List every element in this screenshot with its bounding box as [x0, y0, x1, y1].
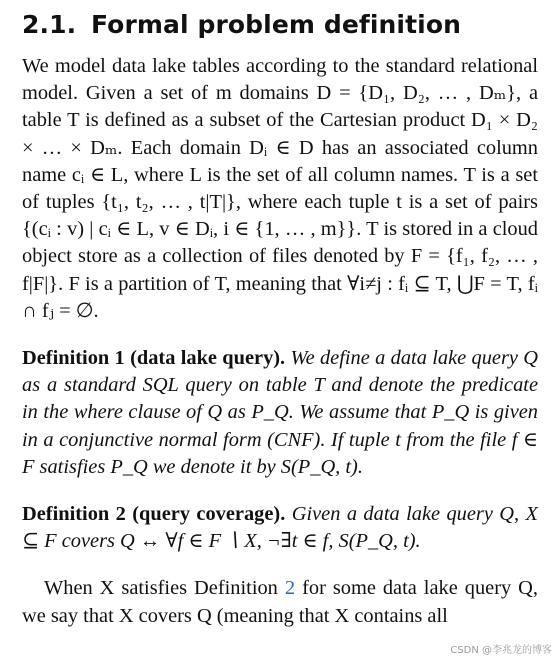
- paragraph-coverage-end: for some data lake query Q, we say that X covers Q (meaning that X contains all: [22, 577, 538, 627]
- definition-2-heading: Definition 2 (query coverage).: [22, 503, 286, 526]
- watermark: CSDN @李兆龙的博客: [450, 645, 552, 656]
- paragraph-coverage: [22, 575, 538, 629]
- section-number: 2.1.: [22, 10, 77, 39]
- definition-1-heading: Definition 1 (data lake query).: [22, 347, 286, 370]
- definition-2-reference-link[interactable]: 2: [284, 577, 296, 600]
- page: [22, 10, 538, 630]
- definition-1-body: We define a data lake query Q as a standard SQL query on table T and denote the predicate in the where clause of Q as P_Q. We assume that P_Q is given in a conjunctive normal form (CNF). If tuple t from the file f ∈ F satisfies P_Q we denote it by S(P_Q, t).: [22, 347, 538, 478]
- paragraph-coverage-start: When X satisfies Definition: [44, 577, 278, 600]
- definition-2-body: Given a data lake query Q, X ⊆ F covers Q ↔ ∀f ∈ F ∖ X, ¬∃t ∈ f, S(P_Q, t).: [22, 503, 538, 553]
- section-title: Formal problem definition: [91, 10, 461, 39]
- paragraph-data-model: We model data lake tables according to the standard relational model. Given a set of m domains D = {D₁, D₂, … , Dₘ}, a table T is defined as a subset of the Cartesian product D₁ × D₂ × … × Dₘ. Each domain Dᵢ ∈ D has an associated column name cᵢ ∈ L, where L is the set of all column names. T is a set of tuples {t₁, t₂, … , t|T|}, where each tuple t is a set of pairs {(cᵢ : v) | cᵢ ∈ L, v ∈ Dᵢ, i ∈ {1, … , m}}. T is stored in a cloud object store as a collection of files denoted by F = {f₁, f₂, … , f|F|}. F is a partition of T, meaning that ∀i≠j : fᵢ ⊆ T, ⋃F = T, fᵢ ∩ fⱼ = ∅.: [22, 55, 538, 322]
- definition-1: [22, 345, 538, 481]
- definition-2: [22, 501, 538, 555]
- section-heading: [22, 10, 538, 39]
